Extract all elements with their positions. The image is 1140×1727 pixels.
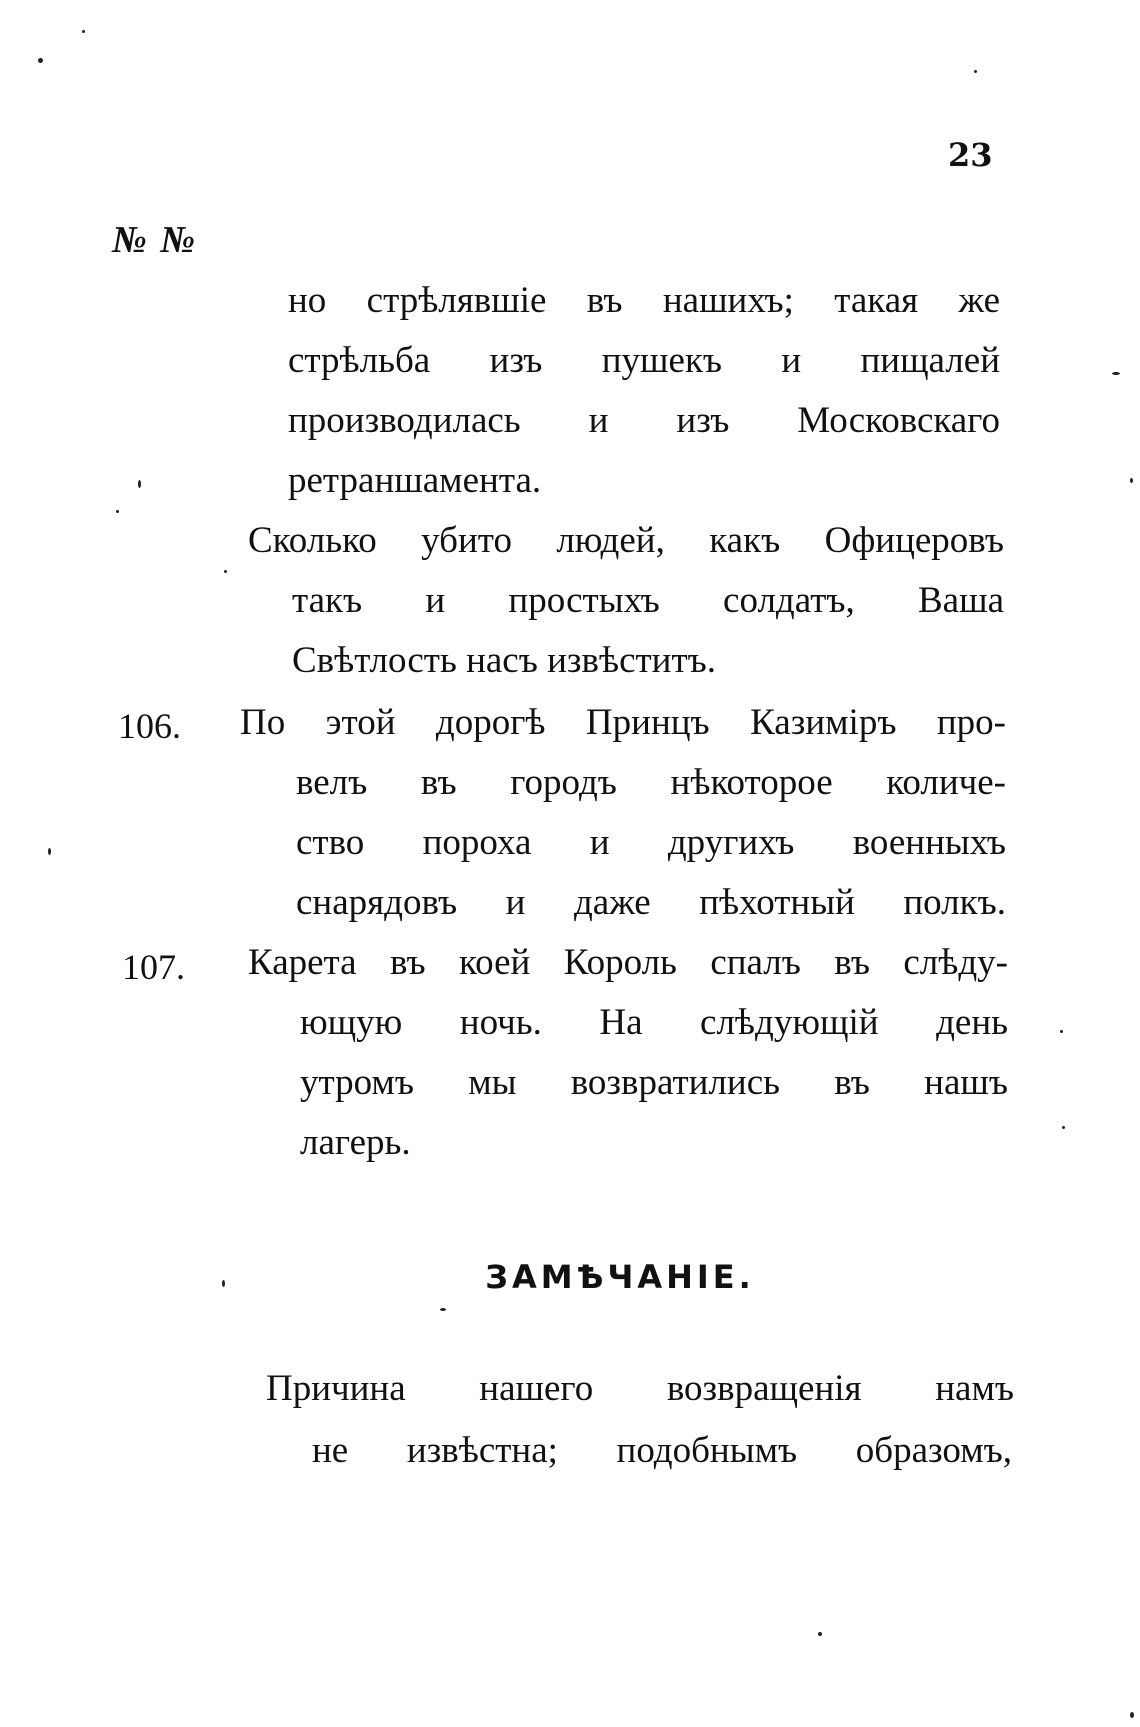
paragraph-1-line-3: производилась и изъ Московскаго [288, 400, 1000, 441]
entry-106-line-3: ство пороха и другихъ военныхъ [296, 822, 1006, 863]
numbers-column-heading: № № [112, 219, 198, 261]
entry-107-line-2: ющую ночь. На слѣдующій день [300, 1002, 1008, 1043]
remark-heading: ЗАМѢЧАНІЕ. [485, 1258, 755, 1296]
entry-106-line-4: снарядовъ и даже пѣхотный полкъ. [296, 882, 1006, 923]
paragraph-2-line-1: Сколько убито людей, какъ Офицеровъ [248, 520, 1004, 561]
paragraph-1-line-2: стрѣльба изъ пушекъ и пищалей [288, 340, 1000, 381]
entry-106-line-1: По этой дорогѣ Принцъ Казиміръ про- [240, 702, 1006, 743]
entry-106-line-2: велъ въ городъ нѣкоторое количе- [296, 762, 1006, 803]
scan-speck [222, 1280, 225, 1287]
scan-speck [82, 30, 85, 33]
scan-speck [1112, 372, 1120, 375]
scan-speck [1062, 1126, 1065, 1129]
scan-speck [1130, 478, 1133, 483]
scan-speck [1130, 1712, 1134, 1718]
entry-107-line-4: лагерь. [300, 1122, 411, 1163]
remark-line-1: Причина нашего возвращенія намъ [266, 1368, 1014, 1409]
entry-number-107: 107. [122, 947, 185, 987]
paragraph-1-line-4: ретраншамента. [288, 460, 542, 501]
scan-speck [38, 58, 43, 63]
remark-line-2: не извѣстна; подобнымъ образомъ, [312, 1430, 1012, 1471]
scan-speck [1060, 1030, 1063, 1033]
entry-number-106: 106. [118, 706, 181, 746]
page-number: 23 [948, 136, 993, 174]
paragraph-2-line-3: Свѣтлость насъ извѣститъ. [292, 640, 717, 681]
scan-speck [224, 570, 227, 573]
paragraph-1-line-1: но стрѣлявшіе въ нашихъ; такая же [288, 280, 1000, 321]
paragraph-2-line-2: такъ и простыхъ солдатъ, Ваша [292, 580, 1004, 621]
entry-107-line-3: утромъ мы возвратились въ нашъ [300, 1062, 1008, 1103]
scan-speck [116, 510, 119, 513]
scan-speck [818, 1632, 822, 1636]
scan-speck [138, 480, 141, 488]
scan-speck [440, 1308, 446, 1311]
scan-speck [974, 70, 977, 73]
scan-speck [48, 848, 51, 855]
entry-107-line-1: Карета въ коей Король спалъ въ слѣду- [248, 942, 1008, 983]
